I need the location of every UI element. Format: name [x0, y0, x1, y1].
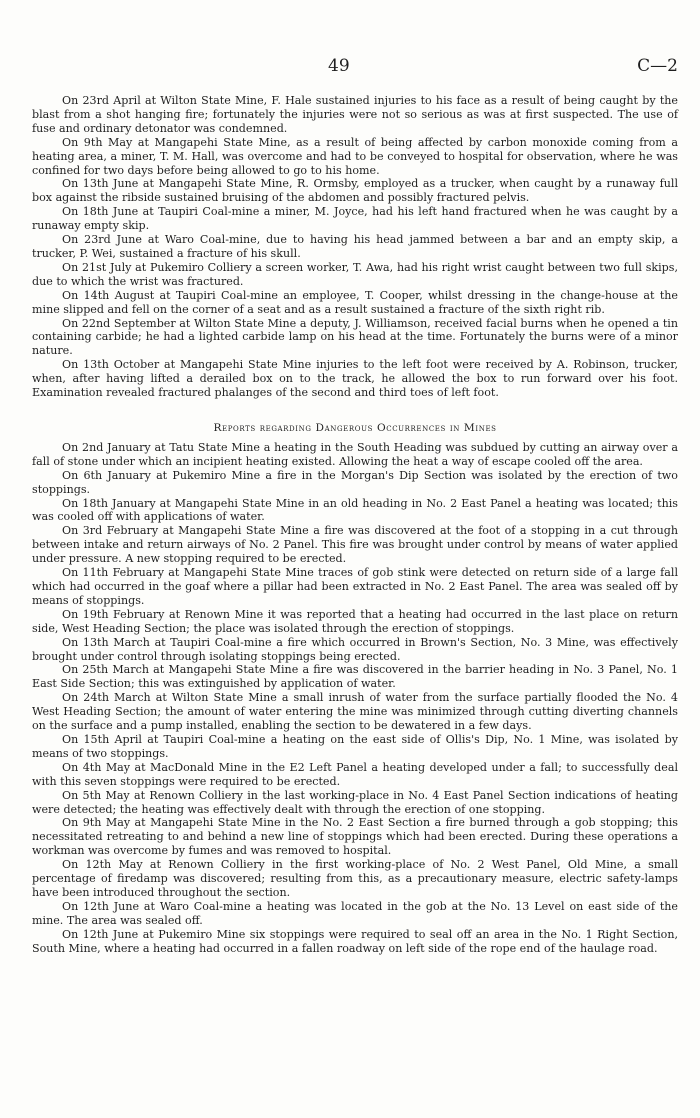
paragraph: On 24th March at Wilton State Mine a small inrush of water from the surface partially flooded the No. 4 West Heading Section; the amount of water entering the mine was minimized through cutting diverting channels on the surface and a pump installed, enabling the section to be dewatered in a few days.	[32, 691, 678, 733]
paragraph: On 25th March at Mangapehi State Mine a fire was discovered in the barrier heading in No. 3 Panel, No. 1 East Side Section; this was extinguished by application of water.	[32, 663, 678, 691]
paragraph: On 15th April at Taupiri Coal-mine a heating on the east side of Ollis's Dip, No. 1 Mine, was isolated by means of two stoppings.	[32, 732, 678, 760]
paragraph: On 21st July at Pukemiro Colliery a screen worker, T. Awa, had his right wrist caught between two full skips, due to which the wrist was fractured.	[32, 260, 678, 288]
paragraph: On 13th June at Mangapehi State Mine, R. Ormsby, employed as a trucker, when caught by a runaway full box against the ribside sustained bruising of the abdomen and possibly fractured pelvis.	[32, 177, 678, 205]
paragraph: On 9th May at Mangapehi State Mine in the No. 2 East Section a fire burned through a gob stopping; this necessitated retreating to and behind a new line of stoppings which had been erected. During these operations a workman was overcome by fumes and was removed to hospital.	[32, 816, 678, 858]
paragraph: On 11th February at Mangapehi State Mine traces of gob stink were detected on return side of a large fall which had occurred in the goaf where a pillar had been extracted in No. 2 East Panel. The area was sealed off by means of stoppings.	[32, 566, 678, 607]
paragraph: On 23rd June at Waro Coal-mine, due to having his head jammed between a bar and an empty skip, a trucker, P. Wei, sustained a fracture of his skull.	[32, 233, 678, 260]
paragraph: On 18th January at Mangapehi State Mine in an old heading in No. 2 East Panel a heating was located; this was cooled off with applications of water.	[32, 496, 678, 524]
paragraph: On 3rd February at Mangapehi State Mine a fire was discovered at the foot of a stopping in a cut through between intake and return airways of No. 2 Panel. This fire was brought under control by means of water applied under pressure. A new stopping required to be erected.	[32, 524, 678, 566]
paragraph: On 13th October at Mangapehi State Mine injuries to the left foot were received by A. Robinson, trucker, when, after having lifted a derailed box on to the track, he allowed the box to run forward over his foot. Examination revealed fractured phalanges of the second and third toes of left foot.	[32, 358, 678, 400]
paragraph: On 5th May at Renown Colliery in the last working-place in No. 4 East Panel Section indications of heating were detected; the heating was effectively dealt with through the erection of one stopping.	[32, 788, 678, 816]
paragraph: On 12th June at Pukemiro Mine six stoppings were required to seal off an area in the No. 1 Right Section, South Mine, where a heating had occurred in a fallen roadway on left side of the rope end of the haulage road.	[32, 927, 678, 955]
paragraph: On 18th June at Taupiri Coal-mine a miner, M. Joyce, had his left hand fractured when he was caught by a runaway empty skip.	[32, 205, 678, 233]
paragraph: On 12th May at Renown Colliery in the first working-place of No. 2 West Panel, Old Mine, a small percentage of firedamp was discovered; resulting from this, as a precautionary measure, electric safety-lamps have been introduced throughout the section.	[32, 858, 678, 899]
section-heading: Reports regarding Dangerous Occurrences in Mines	[213, 421, 497, 434]
section-reference: C—2	[637, 56, 678, 76]
paragraph: On 2nd January at Tatu State Mine a heating in the South Heading was subdued by cutting an airway over a fall of stone under which an incipient heating existed. Allowing the heat a way of escape cooled off the area.	[32, 440, 678, 468]
paragraph: On 13th March at Taupiri Coal-mine a fire which occurred in Brown's Section, No. 3 Mine, was effectively brought under control through isolating stoppings being erected.	[32, 635, 678, 663]
paragraph: On 6th January at Pukemiro Mine a fire in the Morgan's Dip Section was isolated by the erection of two stoppings.	[32, 468, 678, 496]
accidents-section	[32, 94, 678, 400]
paragraph: On 22nd September at Wilton State Mine a deputy, J. Williamson, received facial burns when he opened a tin containing carbide; he had a lighted carbide lamp on his head at the time. Fortunately the burns were of a minor nature.	[32, 316, 678, 358]
page-number: 49	[328, 56, 350, 76]
paragraph: On 19th February at Renown Mine it was reported that a heating had occurred in the last place on return side, West Heading Section; the place was isolated through the erection of stoppings.	[32, 607, 678, 635]
paragraph: On 14th August at Taupiri Coal-mine an employee, T. Cooper, whilst dressing in the change-house at the mine slipped and fell on the corner of a seat and as a result sustained a fracture of the sixth right rib.	[32, 288, 678, 316]
paragraph: On 9th May at Mangapehi State Mine, as a result of being affected by carbon monoxide coming from a heating area, a miner, T. M. Hall, was overcome and had to be conveyed to hospital for observation, where he was confined for two days before being allowed to go to his home.	[32, 135, 678, 177]
paragraph: On 12th June at Waro Coal-mine a heating was located in the gob at the No. 13 Level on east side of the mine. The area was sealed off.	[32, 899, 678, 927]
paragraph: On 23rd April at Wilton State Mine, F. Hale sustained injuries to his face as a result of being caught by the blast from a shot hanging fire; fortunately the injuries were not so serious as was at first suspected. The use of fuse and ordinary detonator was condemned.	[32, 94, 678, 135]
dangerous-occurrences-section	[32, 441, 678, 956]
paragraph: On 4th May at MacDonald Mine in the E2 Left Panel a heating developed under a fall; to successfully deal with this seven stoppings were required to be erected.	[32, 760, 678, 788]
